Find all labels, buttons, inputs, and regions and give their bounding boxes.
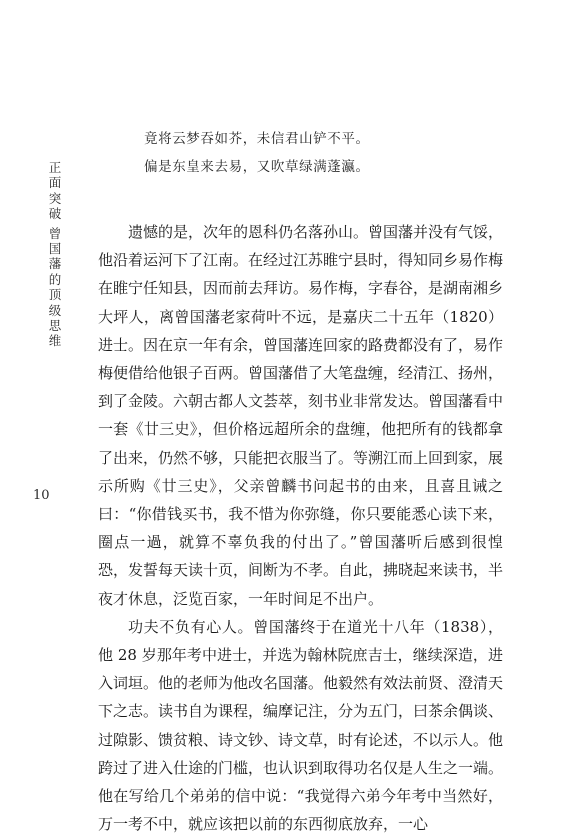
body-text [98,218,503,838]
poem-line: 偏是东皇来去易，又吹草绿满蓬瀛。 [144,159,370,175]
poem-line: 竟将云梦吞如芥，未信君山铲不平。 [144,131,370,147]
poem-quote [144,125,504,181]
running-head-book-title [47,160,63,349]
running-head-part2: 曾国藩的顶级思维 [48,225,62,349]
paragraph: 遗憾的是，次年的恩科仍名落孙山。曾国藩并没有气馁，他沿着运河下了江南。在经过江苏睢宁县时，得知同乡易作梅在睢宁任知县，因而前去拜访。易作梅，字春谷，是湖南湘乡大坪人，离曾国藩老家荷叶不远，是嘉庆二十五年（1820）进士。因在京一年有余，曾国藩连回家的路费都没有了，易作梅便借给他银子百两。曾国藩借了大笔盘缠，经清江、扬州，到了金陵。六朝古都人文荟萃，刻书业非常发达。曾国藩看中一套《廿三史》，但价格远超所余的盘缠，他把所有的钱都拿了出来，仍然不够，只能把衣服当了。等溯江而上回到家，展示所购《廿三史》，父亲曾麟书问起书的由来，且喜且诫之曰：“你借钱买书，我不惜为你弥缝，你只要能悉心读下来，圈点一過，就算不辜负我的付出了。”曾国藩听后感到很惶恐，发誓每天读十页，间断为不孝。自此，拂晓起来读书，半夜才休息，泛览百家，一年时间足不出户。 [98,223,504,608]
page-number: 10 [33,488,50,503]
running-head-part1: 正面突破 [48,160,62,222]
paragraph: 功夫不负有心人。曾国藩终于在道光十八年（1838），他 28 岁那年考中进士，并选为翰林院庶吉士，继续深造，进入词垣。他的老师为他改名国藩。他毅然有效法前贤、澄清天下之志。读书自为课程，编摩记注，分为五门，曰茶余偶谈、过隙影、馈贫粮、诗文钞、诗文草，时有论述，不以示人。他跨过了进入仕途的门槛，也认识到取得功名仅是人生之一端。他在写给几个弟弟的信中说：“我觉得六弟今年考中当然好，万一考不中，就应该把以前的东西彻底放弃，一心 [98,617,504,834]
